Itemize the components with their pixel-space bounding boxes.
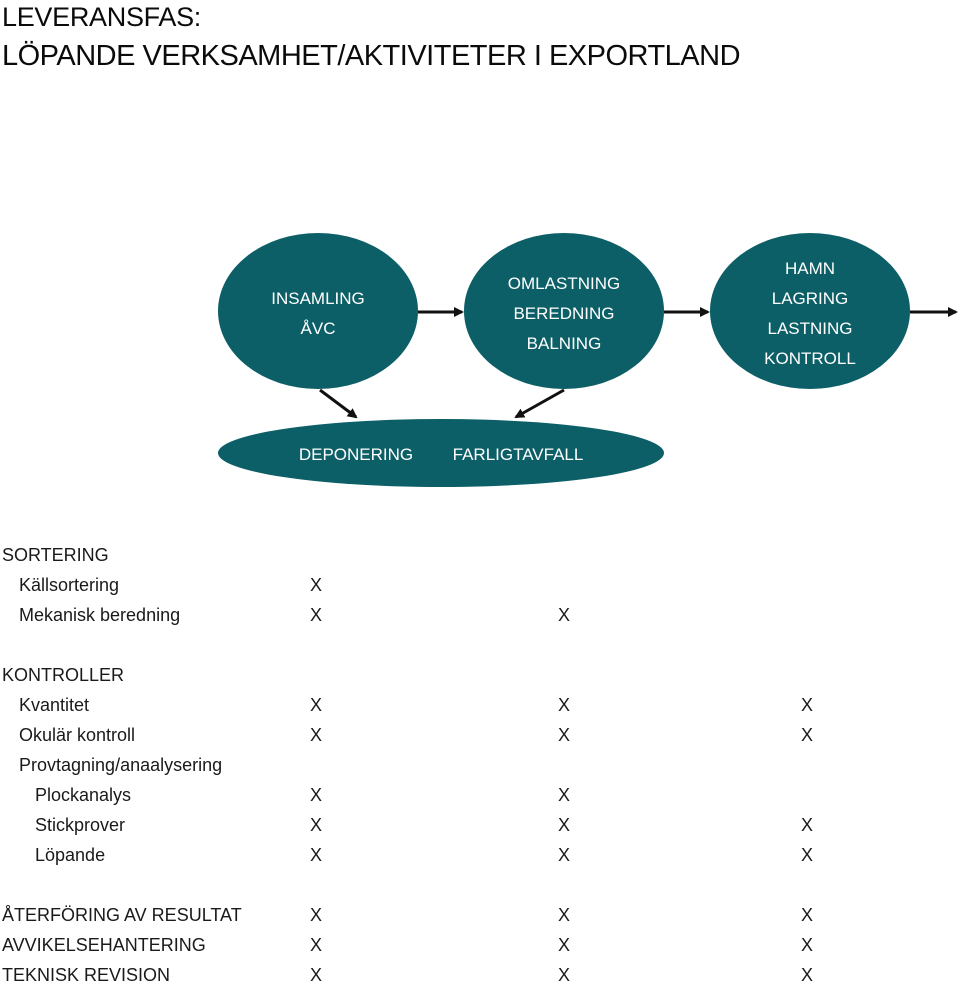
mark-col-2: X [557, 905, 570, 925]
row-label: Okulär kontroll [19, 725, 136, 745]
table-row [0, 903, 960, 933]
mark-col-3: X [800, 935, 813, 955]
row-label: ÅTERFÖRING AV RESULTAT [2, 905, 242, 925]
node-omlastning-line-1: OMLASTNING [507, 274, 621, 293]
node-hamn-line-4: KONTROLL [764, 349, 856, 368]
table-row [0, 843, 960, 873]
mark-col-2: X [557, 845, 570, 865]
row-label: Kvantitet [19, 695, 90, 715]
mark-col-1: X [309, 575, 322, 595]
mark-col-1: X [309, 605, 322, 625]
row-label: Källsortering [19, 575, 120, 595]
node-deponering [218, 419, 664, 487]
mark-col-1: X [309, 695, 322, 715]
mark-col-1: X [309, 905, 322, 925]
mark-col-3: X [800, 815, 813, 835]
table-row [0, 663, 960, 693]
table-row [0, 783, 960, 813]
row-label: Stickprover [35, 815, 126, 835]
mark-col-3: X [800, 905, 813, 925]
table-row [0, 573, 960, 603]
mark-col-2: X [557, 605, 570, 625]
mark-col-2: X [557, 695, 570, 715]
table-row [0, 543, 960, 573]
node-omlastning-line-2: BEREDNING [513, 304, 615, 323]
node-insamling [218, 233, 418, 389]
mark-col-3: X [800, 965, 813, 985]
mark-col-1: X [309, 785, 322, 805]
mark-col-2: X [557, 965, 570, 985]
node-hamn-line-2: LAGRING [771, 289, 849, 308]
node-hamn-line-3: LASTNING [767, 319, 853, 338]
mark-col-3: X [800, 695, 813, 715]
row-label: Plockanalys [35, 785, 132, 805]
mark-col-2: X [557, 935, 570, 955]
node-insamling-line-2: ÅVC [300, 319, 336, 338]
mark-col-1: X [309, 935, 322, 955]
table-row [0, 633, 960, 663]
row-label: SORTERING [2, 545, 109, 565]
page-subtitle: LÖPANDE VERKSAMHET/AKTIVITETER I EXPORTLAND [2, 40, 741, 72]
table-row [0, 723, 960, 753]
arrow-insamling-to-deponering [320, 390, 356, 417]
mark-col-1: X [309, 845, 322, 865]
page-title: LEVERANSFAS: [2, 2, 201, 32]
mark-col-1: X [309, 965, 322, 985]
table-row [0, 933, 960, 963]
row-label: AVVIKELSEHANTERING [2, 935, 206, 955]
row-label: Löpande [35, 845, 106, 865]
row-label: KONTROLLER [2, 665, 125, 685]
mark-col-3: X [800, 725, 813, 745]
node-deponering-label: DEPONERING [298, 445, 414, 464]
arrow-omlastning-to-deponering [516, 390, 564, 417]
table-row [0, 813, 960, 843]
mark-col-2: X [557, 725, 570, 745]
mark-col-1: X [309, 725, 322, 745]
mark-col-3: X [800, 845, 813, 865]
row-label: Mekanisk beredning [19, 605, 181, 625]
node-hamn-line-1: HAMN [784, 259, 836, 278]
mark-col-2: X [557, 785, 570, 805]
table-row [0, 873, 960, 903]
node-farligtavfall-label: FARLIGTAVFALL [452, 445, 584, 464]
row-label: Provtagning/anaalysering [19, 755, 223, 775]
mark-col-1: X [309, 815, 322, 835]
node-omlastning-line-3: BALNING [526, 334, 602, 353]
table-row [0, 603, 960, 633]
node-insamling-line-1: INSAMLING [271, 289, 365, 308]
table-row [0, 693, 960, 723]
row-label: TEKNISK REVISION [2, 965, 171, 985]
table-row [0, 963, 960, 993]
mark-col-2: X [557, 815, 570, 835]
table-row [0, 753, 960, 783]
